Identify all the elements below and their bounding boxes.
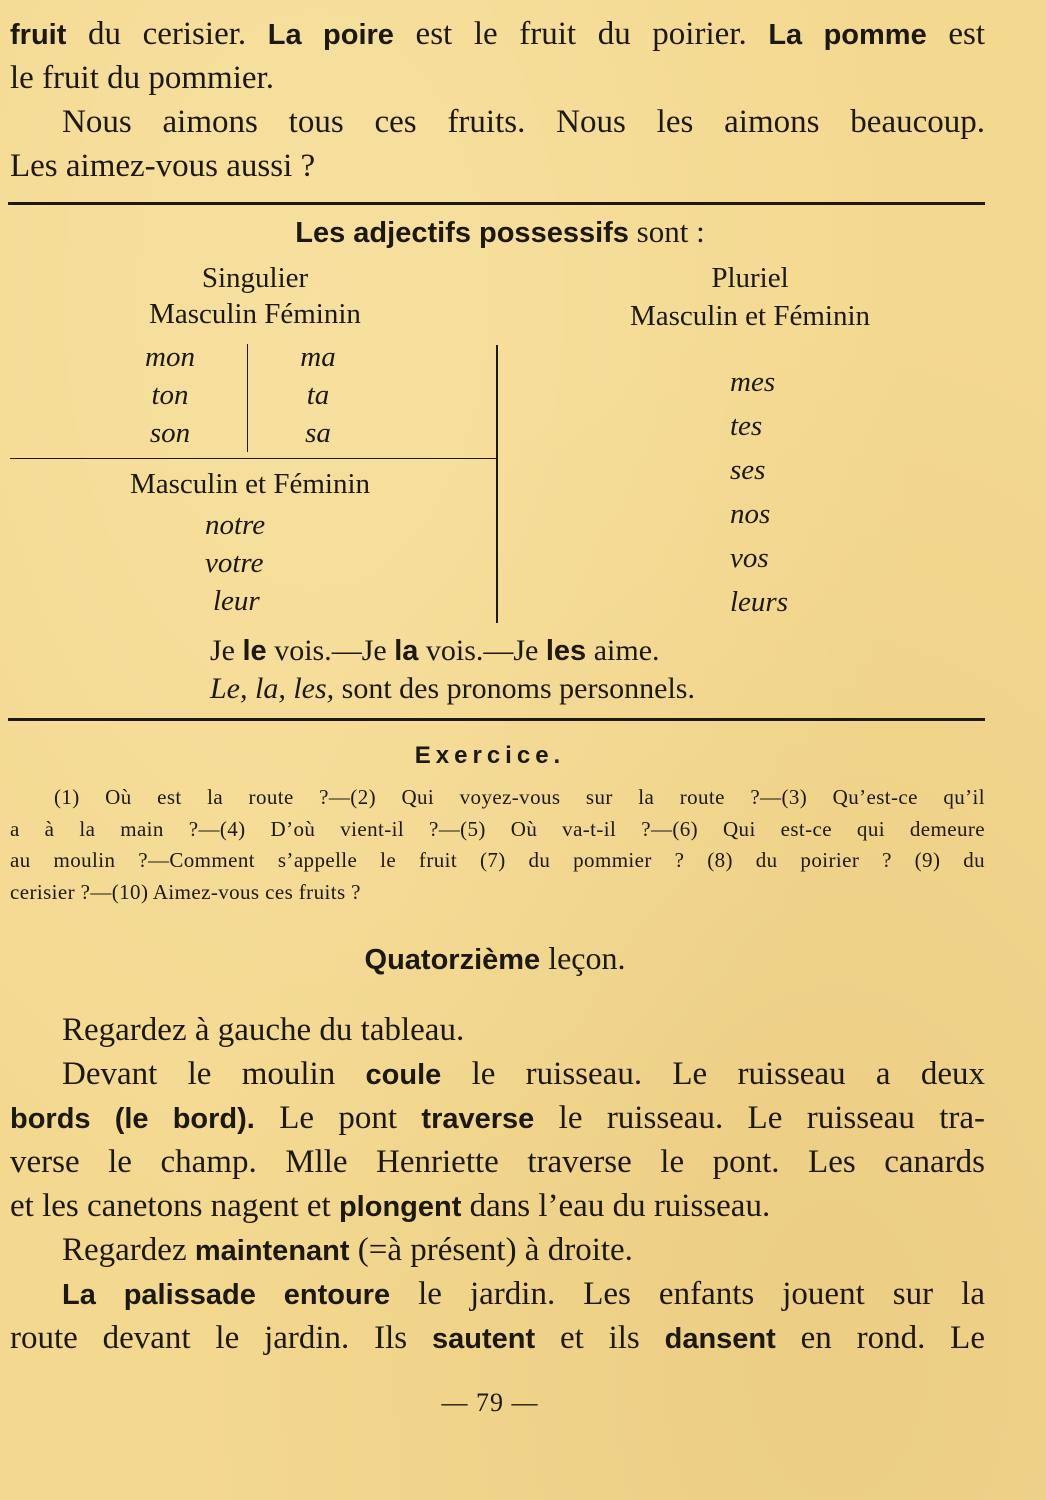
- grammar-title: [0, 214, 1000, 250]
- form-ses: ses: [730, 454, 766, 486]
- fem-ma: ma: [300, 341, 336, 373]
- plural-forms: [730, 360, 880, 624]
- bold-term: les: [545, 635, 587, 667]
- text-run: vois.—Je: [266, 634, 395, 667]
- grammar-title-rest: sont :: [628, 214, 705, 249]
- text-run: et les canetons nagent et: [10, 1188, 339, 1224]
- lesson-line: [10, 1184, 985, 1229]
- top-line-4: Les aimez-vous aussi ?: [10, 148, 316, 184]
- masc-mon: mon: [145, 341, 195, 373]
- main-divider: [496, 345, 498, 623]
- text-run: vois.—Je: [418, 634, 546, 667]
- fem-sa: sa: [305, 417, 331, 449]
- lesson-title-rest: leçon.: [540, 940, 626, 976]
- bold-term: dansent: [664, 1323, 776, 1355]
- text-run: le jardin. Les enfants jouent sur la: [390, 1276, 985, 1312]
- text-run: est: [926, 16, 986, 52]
- singular-sub: Masculin Féminin: [149, 298, 361, 330]
- plural-header: Pluriel: [711, 262, 789, 294]
- bold-term: plongent: [338, 1191, 462, 1223]
- form-leur: leur: [213, 585, 260, 617]
- text-run: verse le champ. Mlle Henriette traverse le pont. Les canards: [10, 1144, 985, 1180]
- text-run: du cerisier.: [66, 16, 268, 52]
- masc-son: son: [149, 417, 191, 449]
- bold-term: sautent: [431, 1323, 536, 1355]
- feminine-forms: [268, 338, 368, 452]
- bold-term: La poire: [267, 19, 394, 51]
- singular-header: Singulier: [201, 262, 309, 294]
- common-forms: [205, 506, 355, 620]
- text-run: Le pont: [254, 1100, 422, 1136]
- top-line-2: le fruit du pommier.: [10, 60, 274, 96]
- pronoun-note-rest: sont des pronoms personnels.: [334, 672, 695, 705]
- form-votre: votre: [205, 547, 264, 579]
- text-run: (=à présent) à droite.: [349, 1232, 633, 1268]
- form-tes: tes: [730, 410, 763, 442]
- exercise-line-4: cerisier ?—(10) Aimez-vous ces fruits ?: [10, 880, 361, 904]
- lesson-line: [10, 1008, 985, 1052]
- text-run: le ruisseau. Le ruisseau a deux: [441, 1056, 985, 1092]
- text-run: et ils: [535, 1320, 665, 1356]
- plural-sub: Masculin et Féminin: [629, 300, 871, 332]
- text-run: Regardez à gauche du tableau.: [62, 1012, 465, 1048]
- bold-term: La pomme: [768, 19, 927, 51]
- bold-term: fruit: [10, 19, 67, 51]
- common-header: Masculin et Féminin: [129, 468, 371, 500]
- pronoun-line: [210, 632, 660, 670]
- top-line-3: Nous aimons tous ces fruits. Nous les aimons beaucoup.: [62, 104, 985, 140]
- bold-term: La palissade entoure: [62, 1279, 391, 1311]
- form-mes: mes: [730, 366, 776, 398]
- top-rule: [8, 202, 985, 205]
- top-line-1: [10, 12, 985, 57]
- text-run: est le fruit du poirier.: [393, 16, 769, 52]
- fem-ta: ta: [306, 379, 330, 411]
- text-run: le ruisseau. Le ruisseau tra-: [534, 1100, 985, 1136]
- lesson-line: [10, 1272, 985, 1317]
- form-notre: notre: [205, 509, 266, 541]
- form-vos: vos: [730, 542, 769, 574]
- sing-divider: [247, 344, 248, 452]
- bold-term: le: [242, 635, 267, 667]
- bold-term: maintenant: [194, 1235, 350, 1267]
- form-nos: nos: [730, 498, 771, 530]
- lesson-line: [10, 1316, 985, 1361]
- text-run: Devant le moulin: [62, 1056, 366, 1092]
- lesson-line: [10, 1140, 985, 1184]
- exercise-line-3: au moulin ?—Comment s’appelle le fruit (7) du pommier ? (8) du poirier ? (9) du: [10, 848, 985, 872]
- text-run: Regardez: [62, 1232, 195, 1268]
- bold-term: traverse: [421, 1103, 535, 1135]
- form-leurs: leurs: [730, 586, 788, 618]
- bold-term: coule: [365, 1059, 442, 1091]
- pronoun-note-italic: Le, la, les,: [210, 672, 335, 705]
- masc-ton: ton: [151, 379, 189, 411]
- table-hrule: [10, 458, 497, 459]
- exercise-line-2: a à la main ?—(4) D’où vient-il ?—(5) Où va-t-il ?—(6) Qui est-ce qui demeure: [10, 817, 985, 841]
- text-run: Je: [210, 634, 243, 667]
- exercise-title: Exercice.: [414, 742, 566, 769]
- lesson-line: [10, 1228, 985, 1273]
- text-run: en rond. Le: [775, 1320, 985, 1356]
- text-run: aime.: [586, 634, 660, 667]
- lesson-line: [10, 1096, 985, 1141]
- exercise-line-1: (1) Où est la route ?—(2) Qui voyez-vous sur la route ?—(3) Qu’est-ce qu’il: [54, 785, 985, 809]
- bold-term: la: [394, 635, 419, 667]
- bold-term: bords (le bord).: [10, 1103, 255, 1135]
- text-run: route devant le jardin. Ils: [10, 1320, 432, 1356]
- pronoun-note: [210, 670, 695, 708]
- lesson-line: [10, 1052, 985, 1097]
- lesson-title-bold: Quatorzième: [364, 944, 541, 976]
- text-run: dans l’eau du ruisseau.: [461, 1188, 771, 1224]
- grammar-title-bold: Les adjectifs possessifs: [295, 217, 629, 249]
- bottom-rule: [8, 718, 985, 721]
- lesson-title: [0, 940, 990, 977]
- masculine-forms: [120, 338, 220, 452]
- page-number: — 79 —: [441, 1388, 539, 1417]
